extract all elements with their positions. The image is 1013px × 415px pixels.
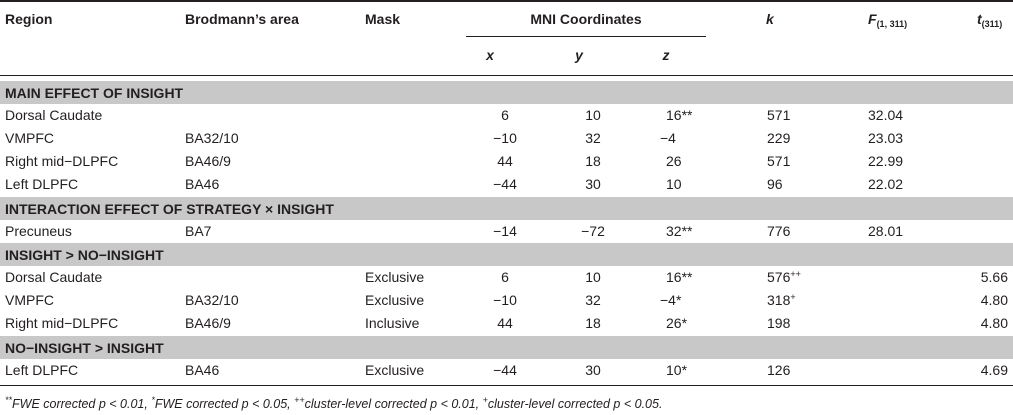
section-title: MAIN EFFECT OF INSIGHT xyxy=(5,85,184,101)
cell-f: 22.99 xyxy=(868,153,904,169)
cell-region: Precuneus xyxy=(5,223,72,239)
cell-region: Left DLPFC xyxy=(5,362,79,378)
cell-f: 28.01 xyxy=(868,223,904,239)
cell-x: −10 xyxy=(493,130,517,146)
cell-k: 576++ xyxy=(767,269,801,285)
cell-x: 6 xyxy=(501,269,509,285)
cell-k: 198 xyxy=(767,315,791,331)
header-k: k xyxy=(766,11,774,27)
section-band xyxy=(0,243,1013,266)
cell-k: 229 xyxy=(767,130,791,146)
section-title: NO−INSIGHT > INSIGHT xyxy=(5,340,164,356)
cell-z: 10* xyxy=(666,362,688,378)
header-region: Region xyxy=(5,11,53,27)
header-f: $F_{(1, 311)}$ xyxy=(868,11,908,29)
cell-z: −4 xyxy=(660,130,676,146)
cell-y: 32 xyxy=(585,130,601,146)
cell-mask: Exclusive xyxy=(365,362,425,378)
cell-k: 318+ xyxy=(767,292,796,308)
cell-f: 22.02 xyxy=(868,176,904,192)
section-title: INSIGHT > NO−INSIGHT xyxy=(5,247,164,263)
cell-brodmann: BA46/9 xyxy=(185,315,231,331)
cell-k: 571 xyxy=(767,107,791,123)
header-rule xyxy=(0,75,1013,76)
cell-t: 4.69 xyxy=(980,362,1008,378)
table-footnote: **FWE corrected p < 0.01, *FWE corrected p < 0.05, ++cluster-level corrected p < 0.01, +cluster-level corrected p < 0.05. xyxy=(5,395,663,411)
cell-z: 26* xyxy=(666,315,688,331)
header-mni: MNI Coordinates xyxy=(530,11,642,27)
cell-t: 4.80 xyxy=(980,292,1008,308)
cell-y: 18 xyxy=(585,153,601,169)
cell-t: 4.80 xyxy=(980,315,1008,331)
section-band xyxy=(0,336,1013,359)
top-rule xyxy=(0,0,1013,2)
mni-underline xyxy=(466,36,706,37)
cell-brodmann: BA46/9 xyxy=(185,153,231,169)
cell-region: Dorsal Caudate xyxy=(5,269,103,285)
header-z: z xyxy=(662,47,670,63)
bottom-rule xyxy=(0,385,1013,386)
cell-k: 126 xyxy=(767,362,791,378)
cell-region: VMPFC xyxy=(5,130,54,146)
cell-x: 44 xyxy=(497,315,513,331)
cell-z: −4* xyxy=(660,292,682,308)
cell-region: Right mid−DLPFC xyxy=(5,315,119,331)
cell-brodmann: BA46 xyxy=(185,362,220,378)
cell-x: −44 xyxy=(493,362,517,378)
cell-z: 16** xyxy=(666,269,693,285)
cell-k: 571 xyxy=(767,153,791,169)
section-band xyxy=(0,81,1013,104)
section-title: INTERACTION EFFECT OF STRATEGY × INSIGHT xyxy=(5,201,334,217)
header-y: y xyxy=(575,47,583,63)
cell-x: 44 xyxy=(497,153,513,169)
cell-brodmann: BA32/10 xyxy=(185,130,239,146)
cell-x: 6 xyxy=(501,107,509,123)
cell-brodmann: BA7 xyxy=(185,223,212,239)
cell-y: 10 xyxy=(585,269,601,285)
cell-k: 776 xyxy=(767,223,791,239)
cell-region: Left DLPFC xyxy=(5,176,79,192)
header-brodmann: Brodmann’s area xyxy=(185,11,299,27)
cell-x: −44 xyxy=(493,176,517,192)
cell-z: 16** xyxy=(666,107,693,123)
cell-y: 30 xyxy=(585,362,601,378)
cell-region: Dorsal Caudate xyxy=(5,107,103,123)
cell-z: 32** xyxy=(666,223,693,239)
cell-k: 96 xyxy=(767,176,783,192)
cell-x: −14 xyxy=(493,223,517,239)
header-x: x xyxy=(486,47,494,63)
cell-region: Right mid−DLPFC xyxy=(5,153,119,169)
cell-y: 10 xyxy=(585,107,601,123)
cell-brodmann: BA32/10 xyxy=(185,292,239,308)
cell-mask: Exclusive xyxy=(365,292,425,308)
cell-mask: Exclusive xyxy=(365,269,425,285)
header-t: $t_{(311)}$ xyxy=(977,11,1003,29)
cell-region: VMPFC xyxy=(5,292,54,308)
cell-f: 23.03 xyxy=(868,130,904,146)
cell-brodmann: BA46 xyxy=(185,176,220,192)
cell-x: −10 xyxy=(493,292,517,308)
cell-z: 26 xyxy=(666,153,682,169)
cell-mask: Inclusive xyxy=(365,315,420,331)
header-mask: Mask xyxy=(365,11,401,27)
cell-t: 5.66 xyxy=(980,269,1008,285)
cell-f: 32.04 xyxy=(868,107,904,123)
cell-y: 18 xyxy=(585,315,601,331)
cell-y: −72 xyxy=(581,223,605,239)
cell-z: 10 xyxy=(666,176,682,192)
cell-y: 32 xyxy=(585,292,601,308)
section-band xyxy=(0,197,1013,220)
cell-y: 30 xyxy=(585,176,601,192)
